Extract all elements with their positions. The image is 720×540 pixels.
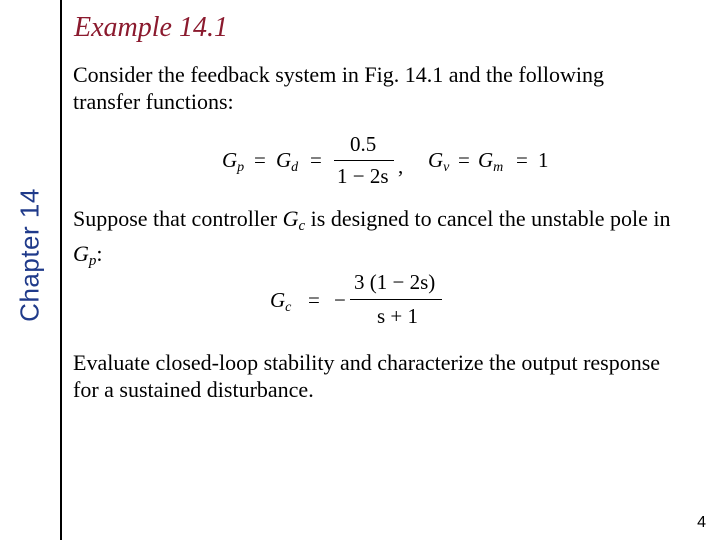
transfer-function-equation bbox=[222, 132, 572, 190]
eq2-minus: − bbox=[334, 288, 346, 312]
controller-equation bbox=[270, 270, 470, 330]
eq1-gv: $G_v$ bbox=[428, 148, 450, 175]
eq1-fraction-bar bbox=[334, 160, 394, 161]
page-number: 4 bbox=[697, 514, 706, 531]
eq1-comma: , bbox=[398, 154, 404, 178]
chapter-label: Chapter 14 bbox=[14, 188, 45, 322]
eq2-equals: = bbox=[308, 288, 320, 312]
eq1-equals-1: = bbox=[254, 148, 266, 172]
eq1-gd: $G_d$ bbox=[276, 148, 299, 175]
eq1-equals-2: = bbox=[310, 148, 322, 172]
eq1-numerator: 0.5 bbox=[350, 132, 377, 156]
eq2-numerator: 3 (1 − 2s) bbox=[354, 270, 436, 294]
controller-paragraph: Suppose that controller $G_c$ is designed to cancel the unstable pole in $G_p$: bbox=[73, 206, 671, 269]
eq2-denominator: s + 1 bbox=[377, 304, 419, 328]
eq1-gp: $G_p$ bbox=[222, 148, 245, 175]
evaluation-paragraph: Evaluate closed-loop stability and characterize the output response for a sustained disturbance. bbox=[73, 350, 661, 402]
eq1-denominator: 1 − 2s bbox=[337, 164, 389, 188]
eq1-gm: $G_m$ bbox=[478, 148, 504, 175]
intro-paragraph: Consider the feedback system in Fig. 14.1 and the following transfer functions: bbox=[73, 62, 604, 114]
chapter-sidebar bbox=[0, 0, 60, 540]
eq1-equals-3: = bbox=[458, 148, 470, 172]
eq1-value: 1 bbox=[538, 148, 549, 172]
sidebar-divider bbox=[60, 0, 62, 540]
eq1-equals-4: = bbox=[516, 148, 528, 172]
eq2-fraction-bar bbox=[350, 299, 442, 300]
slide-title: Example 14.1 bbox=[74, 12, 228, 43]
eq2-gc: $G_c$ bbox=[270, 288, 292, 315]
